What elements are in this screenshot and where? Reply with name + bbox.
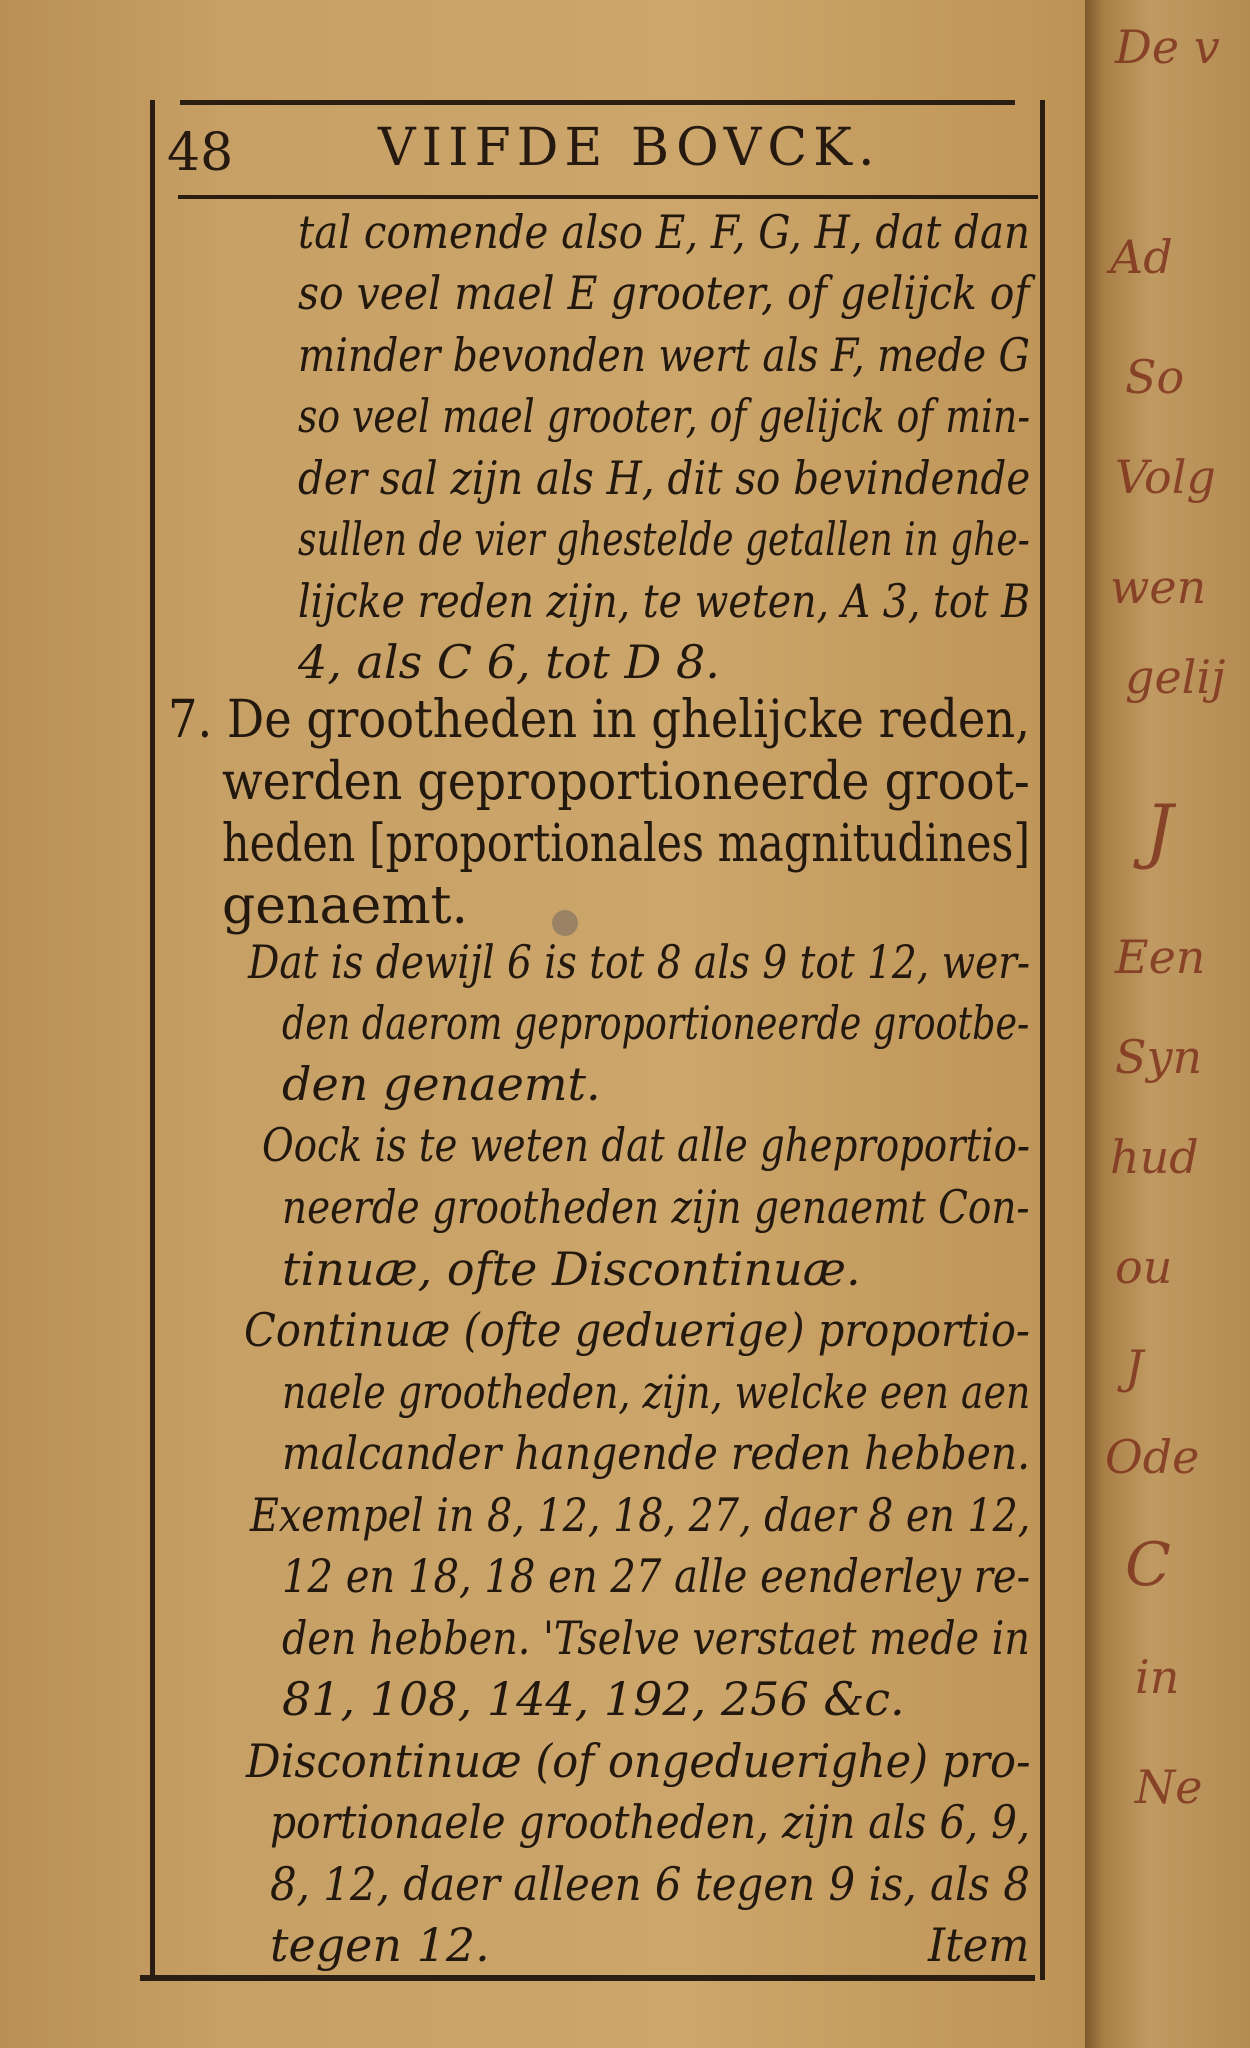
text-line: heden [proportionales magnitudines] bbox=[222, 814, 1031, 874]
handwriting-9: Syn bbox=[1115, 1030, 1203, 1084]
paper-stain bbox=[552, 910, 578, 936]
text-line: Continuæ (ofte geduerige) proportio- bbox=[244, 1303, 1030, 1357]
handwriting-5: wen bbox=[1110, 560, 1207, 614]
text-line: 12 en 18, 18 en 27 alle eenderley re- bbox=[282, 1549, 1031, 1603]
handwriting-4: Volg bbox=[1115, 450, 1216, 504]
text-line: so veel mael E grooter, of gelijck of bbox=[298, 266, 1030, 320]
catchword: Item bbox=[928, 1918, 1030, 1972]
handwriting-12: J bbox=[1125, 1340, 1144, 1394]
text-line: portionaele grootheden, zijn als 6, 9, bbox=[270, 1795, 1031, 1849]
text-line: Discontinuæ (of ongeduerighe) pro- bbox=[246, 1734, 1031, 1788]
text-line: neerde grootheden zijn genaemt Con- bbox=[282, 1180, 1030, 1234]
text-line: den genaemt. bbox=[282, 1057, 601, 1111]
handwriting-14: C bbox=[1125, 1530, 1171, 1600]
text-line: so veel mael grooter, of gelijck of min- bbox=[298, 389, 1031, 443]
text-line: 81, 108, 144, 192, 256 &c. bbox=[282, 1672, 905, 1726]
handwriting-8: Een bbox=[1115, 930, 1206, 984]
text-line: malcander hangende reden hebben. bbox=[282, 1426, 1031, 1480]
handwriting-15: in bbox=[1135, 1650, 1180, 1704]
header-rule bbox=[178, 195, 1038, 199]
text-line: den daerom geproportioneerde grootbe- bbox=[282, 996, 1030, 1050]
text-line: Exempel in 8, 12, 18, 27, daer 8 en 12, bbox=[250, 1488, 1031, 1542]
adjacent-page-handwriting bbox=[1085, 0, 1250, 2048]
text-line: Oock is te weten dat alle gheproportio- bbox=[262, 1118, 1030, 1172]
text-line: werden geproportioneerde groot- bbox=[222, 752, 1030, 812]
running-head: VIIFDE BOVCK. bbox=[378, 118, 881, 178]
text-line: Dat is dewijl 6 is tot 8 als 9 tot 12, wer- bbox=[248, 935, 1031, 989]
handwriting-10: hud bbox=[1110, 1130, 1199, 1184]
text-line: 7. De grootheden in ghelijcke reden, bbox=[168, 690, 1031, 750]
handwriting-11: ou bbox=[1115, 1240, 1173, 1294]
handwriting-2: Ad bbox=[1110, 230, 1173, 284]
handwriting-3: So bbox=[1125, 350, 1185, 404]
text-line: 4, als C 6, tot D 8. bbox=[298, 635, 720, 689]
page-number: 48 bbox=[167, 123, 234, 183]
text-line: der sal zijn als H, dit so bevindende bbox=[298, 451, 1031, 505]
text-line: den hebben. 'Tselve verstaet mede in bbox=[282, 1611, 1030, 1665]
handwriting-6: gelij bbox=[1125, 650, 1226, 704]
handwriting-7: J bbox=[1145, 790, 1174, 872]
handwriting-13: Ode bbox=[1105, 1430, 1200, 1484]
handwriting-1: De v bbox=[1115, 20, 1220, 74]
text-line: tegen 12. bbox=[270, 1918, 490, 1972]
text-line: sullen de vier ghestelde getallen in ghe- bbox=[298, 512, 1030, 566]
text-line: naele grootheden, zijn, welcke een aen bbox=[282, 1365, 1031, 1419]
text-line: minder bevonden wert als F, mede G bbox=[298, 328, 1030, 382]
text-line: tinuæ, ofte Discontinuæ. bbox=[282, 1242, 861, 1296]
text-line: genaemt. bbox=[222, 876, 469, 936]
text-line: tal comende also E, F, G, H, dat dan bbox=[298, 205, 1030, 259]
top-rule bbox=[180, 100, 1015, 105]
text-line: 8, 12, daer alleen 6 tegen 9 is, als 8 bbox=[270, 1857, 1030, 1911]
handwriting-16: Ne bbox=[1135, 1760, 1203, 1814]
text-line: lijcke reden zijn, te weten, A 3, tot B bbox=[298, 574, 1031, 628]
bottom-rule bbox=[140, 1975, 1035, 1981]
